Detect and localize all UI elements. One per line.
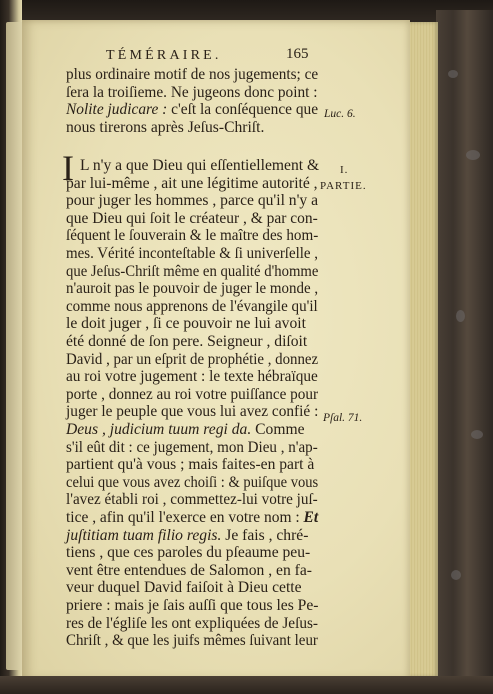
text-line: plus ordinaire motif de nos jugements; ce xyxy=(66,66,319,83)
text-line: partient qu'à vous ; mais faites-en part à xyxy=(66,456,315,474)
text-line: ſéquent le ſouverain & le maître des hom- xyxy=(66,227,319,245)
text-line: Chriſt , & que les juifs mêmes ſuivant leur xyxy=(66,632,318,650)
text-line: au roi votre jugement : le texte hébraïque xyxy=(66,368,318,386)
text-line: que Dieu qui ſoit le créateur , & par con- xyxy=(66,209,318,227)
text-line: que Jeſus-Chriſt même en qualité d'homme xyxy=(66,262,319,280)
text-line: n'auroit pas le pouvoir de juger le monde , xyxy=(66,280,319,298)
text-line: tice , afin qu'il l'exerce en votre nom : Et xyxy=(66,509,319,526)
page-block-edges xyxy=(408,22,438,677)
running-head: TÉMÉRAIRE. xyxy=(106,48,222,63)
text-line: porte , donnez au roi votre puiſſance pour xyxy=(66,385,319,403)
text-line: ſera la troiſieme. Ne jugeons donc point : xyxy=(66,83,318,101)
text-line: l'avez établi roi , commettez-lui votre juſ- xyxy=(66,491,318,509)
book-cover xyxy=(436,10,493,694)
text-line: été donné de ſon pere. Seigneur , diſoit xyxy=(66,333,308,350)
text-line: s'il eût dit : ce jugement, mon Dieu , n'ap- xyxy=(66,438,318,456)
background-bottom xyxy=(0,676,493,694)
margin-part-number: I. xyxy=(340,164,349,176)
text-line: priere : mais je ſais auſſi que tous les Pe- xyxy=(66,597,319,614)
text-line: veur duquel David faiſoit à Dieu cette xyxy=(66,579,302,597)
text-line: nous tirerons après Jeſus-Chriſt. xyxy=(66,118,265,136)
text-line: pour juger les hommes , parce qu'il n'y a xyxy=(66,192,319,210)
text-line: res de l'égliſe les ont expliquées de Jeſus- xyxy=(66,614,318,632)
text-line: vent être entendues de Salomon , en fa- xyxy=(66,561,312,579)
margin-note-psal: Pſal. 71. xyxy=(323,412,363,424)
margin-part-label: PARTIE. xyxy=(320,180,367,192)
text-line: Deus , judicium tuum regi da. Comme xyxy=(66,421,305,438)
text-line: tiens , que ces paroles du pſeaume peu- xyxy=(66,544,311,562)
text-line: Nolite judicare : c'eſt la conſéquence que xyxy=(66,101,319,119)
text-line: L n'y a que Dieu qui eſſentiellement & xyxy=(80,157,320,174)
text-line: par lui-même , ait une légitime autorité , xyxy=(66,174,318,192)
background-top xyxy=(0,0,493,22)
margin-note-luc: Luc. 6. xyxy=(324,108,356,120)
text-line: David , par un eſprit de prophétie , donnez xyxy=(66,350,319,368)
text-line: mes. Vérité inconteſtable & ſi univerſelle , xyxy=(66,245,318,262)
drop-cap: I xyxy=(62,148,74,188)
text-line: juſtitiam tuam filio regis. Je fais , chré- xyxy=(66,526,309,544)
text-line: comme nous apprenons de l'évangile qu'il xyxy=(66,297,318,315)
page-number: 165 xyxy=(286,46,309,62)
text-line: celui que vous avez choiſi : & puiſque vous xyxy=(66,473,319,491)
text-line: juger le peuple que vous lui avez confié : xyxy=(66,403,319,421)
text-line: le doit juger , ſi ce pouvoir ne lui avoit xyxy=(66,315,306,333)
